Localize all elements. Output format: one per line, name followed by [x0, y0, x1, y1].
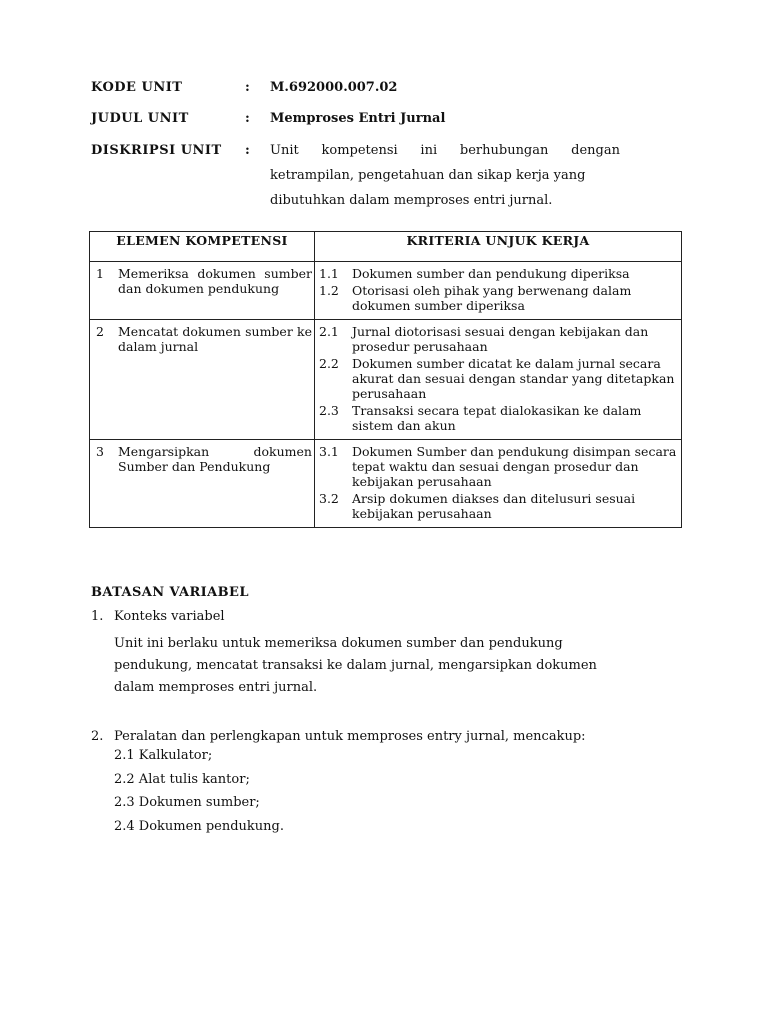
elemen-cell: [90, 262, 315, 320]
elemen-text: Mengarsipkan dokumen Sumber dan Pendukung: [118, 444, 312, 474]
kriteria-item: [319, 491, 681, 521]
elemen-cell: [90, 320, 315, 440]
elemen-text: Mencatat dokumen sumber ke dalam jurnal: [118, 324, 312, 354]
deskripsi-unit-text: [270, 138, 620, 213]
kriteria-text: Arsip dokumen diakses dan ditelusuri sesuai kebijakan perusahaan: [352, 491, 636, 521]
batasan-variabel-title: BATASAN VARIABEL: [91, 585, 249, 600]
kriteria-cell: [315, 440, 682, 528]
sub-item-2-1: 2.1 Kalkulator;: [114, 748, 213, 763]
kriteria-number: 3.1: [319, 444, 339, 459]
kriteria-item: [319, 403, 681, 433]
kriteria-text: Dokumen sumber dicatat ke dalam jurnal secara akurat dan sesuai dengan standar yang ditetapkan perusahaan: [352, 356, 675, 401]
kriteria-number: 3.2: [319, 491, 339, 506]
kriteria-number: 1.1: [319, 266, 339, 281]
kode-unit-label: KODE UNIT: [91, 80, 183, 95]
kriteria-number: 1.2: [319, 283, 339, 298]
deskripsi-line-1: Unit kompetensi ini berhubungan dengan: [270, 143, 620, 158]
kode-unit-value: M.692000.007.02: [270, 80, 398, 95]
kriteria-number: 2.2: [319, 356, 339, 371]
item-1-label: Konteks variabel: [114, 609, 225, 624]
deskripsi-line-3: dibutuhkan dalam memproses entri jurnal.: [270, 193, 553, 208]
judul-unit-colon: :: [245, 111, 250, 126]
kriteria-cell: [315, 320, 682, 440]
judul-unit-value: Memproses Entri Jurnal: [270, 111, 446, 126]
table-row: [90, 262, 682, 320]
kriteria-text: Transaksi secara tepat dialokasikan ke dalam sistem dan akun: [352, 403, 642, 433]
kriteria-text: Jurnal diotorisasi sesuai dengan kebijakan dan prosedur perusahaan: [352, 324, 649, 354]
item-2-number: 2.: [91, 729, 104, 744]
deskripsi-unit-label: DISKRIPSI UNIT: [91, 143, 222, 158]
elemen-number: 3: [96, 444, 104, 459]
kriteria-text: Dokumen Sumber dan pendukung disimpan secara tepat waktu dan sesuai dengan prosedur dan kebijakan perusahaan: [352, 444, 677, 489]
kriteria-item: [319, 444, 681, 489]
sub-item-2-2: 2.2 Alat tulis kantor;: [114, 772, 250, 787]
kriteria-item: [319, 266, 681, 281]
table-row: [90, 440, 682, 528]
deskripsi-line-2: ketrampilan, pengetahuan dan sikap kerja yang: [270, 168, 586, 183]
kompetensi-table: [89, 231, 682, 528]
header-elemen-kompetensi: ELEMEN KOMPETENSI: [90, 232, 315, 262]
elemen-cell: [90, 440, 315, 528]
elemen-number: 2: [96, 324, 104, 339]
kriteria-number: 2.1: [319, 324, 339, 339]
judul-unit-label: JUDUL UNIT: [91, 111, 189, 126]
table-header-row: [90, 232, 682, 262]
sub-item-2-3: 2.3 Dokumen sumber;: [114, 795, 260, 810]
kriteria-text: Dokumen sumber dan pendukung diperiksa: [352, 266, 630, 281]
table-row: [90, 320, 682, 440]
kode-unit-colon: :: [245, 80, 250, 95]
item-2-label: Peralatan dan perlengkapan untuk memproses entry jurnal, mencakup:: [114, 729, 586, 744]
item-1-number: 1.: [91, 609, 104, 624]
deskripsi-unit-colon: :: [245, 143, 250, 158]
kriteria-item: [319, 356, 681, 401]
elemen-text: Memeriksa dokumen sumber dan dokumen pendukung: [118, 266, 312, 296]
elemen-number: 1: [96, 266, 104, 281]
kriteria-number: 2.3: [319, 403, 339, 418]
kriteria-item: [319, 283, 681, 313]
kriteria-item: [319, 324, 681, 354]
konteks-paragraph: Unit ini berlaku untuk memeriksa dokumen sumber dan pendukung pendukung, mencatat transaksi ke dalam jurnal, mengarsipkan dokumen dalam memproses entri jurnal.: [114, 636, 597, 695]
kriteria-cell: [315, 262, 682, 320]
kriteria-text: Otorisasi oleh pihak yang berwenang dalam dokumen sumber diperiksa: [352, 283, 632, 313]
header-kriteria-unjuk-kerja: KRITERIA UNJUK KERJA: [315, 232, 682, 262]
sub-item-2-4: 2.4 Dokumen pendukung.: [114, 819, 284, 834]
